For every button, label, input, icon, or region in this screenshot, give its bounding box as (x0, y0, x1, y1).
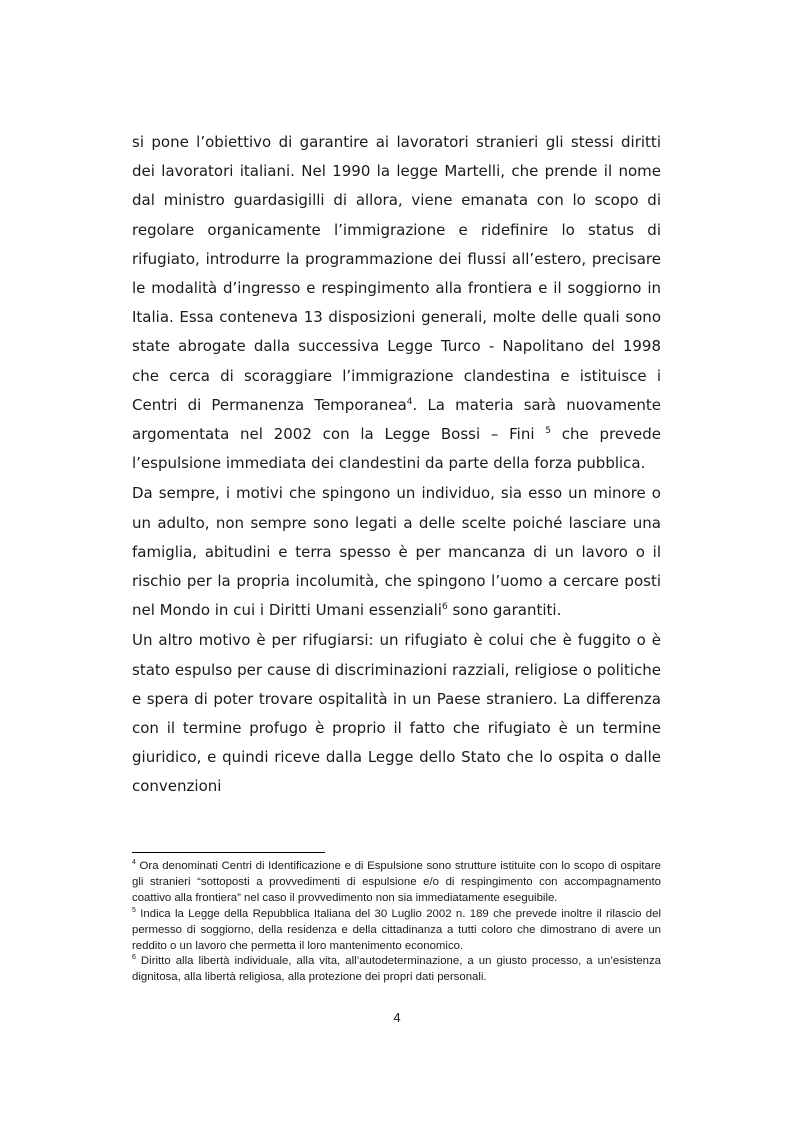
page-number: 4 (393, 1010, 401, 1025)
footnote-ref-6: 6 (441, 602, 448, 613)
footnote-text: Indica la Legge della Repubblica Italiana del 30 Luglio 2002 n. 189 che prevede inoltre il rilascio del permesso di soggiorno, della residenza e della cittadinanza a tutti coloro che dimostrano di avere un reddito o un lavoro che permetta il loro mantenimento economico. (132, 907, 661, 952)
footnote-number: 6 (132, 954, 136, 962)
paragraph-3: Un altro motivo è per rifugiarsi: un rifugiato è colui che è fuggito o è stato espulso per cause di discriminazioni razziali, religiose o politiche e spera di poter trovare ospitalità in un Paese straniero. La differenza con il termine profugo è proprio il fatto che rifugiato è un termine giuridico, e quindi riceve dalla Legge dello Stato che lo ospita o dalle convenzioni (132, 631, 661, 796)
footnote-ref-5: 5 (545, 426, 552, 437)
paragraph-2-text-b: sono garantiti. (447, 601, 562, 620)
footnote-separator (132, 852, 325, 853)
paragraph-1 (132, 128, 661, 478)
footnote-6 (132, 954, 661, 986)
footnote-4 (132, 859, 661, 907)
footnote-text: Diritto alla libertà individuale, alla vita, all’autodeterminazione, a un giusto processo, a un’esistenza dignitosa, alla libertà religiosa, alla protezione dei propri dati personali. (132, 955, 661, 984)
footnote-number: 4 (132, 859, 136, 867)
footnotes (132, 859, 661, 986)
paragraph-2 (132, 479, 661, 625)
paragraph-1-text-b: . La materia sarà nuovamente argomentata nel 2002 con la Legge Bossi – Fini (132, 395, 661, 444)
paragraph-1-text-a: si pone l’obiettivo di garantire ai lavoratori stranieri gli stessi diritti dei lavoratori italiani. Nel 1990 la legge Martelli, che prende il nome dal ministro guardasigilli di allora, viene emanata con lo scopo di regolare organicamente l’immigrazione e ridefinire lo status di rifugiato, introdurre la programmazione dei flussi all’estero, precisare le modalità d’ingresso e respingimento alla frontiera e il soggiorno in Italia. Essa conteneva 13 disposizioni generali, molte delle quali sono state abrogate dalla successiva Legge Turco - Napolitano del 1998 che cerca di scoraggiare l’immigrazione clandestina e istituisce i Centri di Permanenza Temporanea (132, 133, 661, 414)
footnote-text: Ora denominati Centri di Identificazione e di Espulsione sono strutture istituite con lo scopo di ospitare gli stranieri “sottoposti a provvedimenti di espulsione e/o di respingimento con accompagnamento coattivo alla frontiera” nel caso il provvedimento non sia immediatamente eseguibile. (132, 860, 661, 904)
footnote-ref-4: 4 (406, 396, 413, 407)
footnote-number: 5 (132, 906, 136, 914)
body-text (132, 128, 661, 802)
paragraph-2-text-a: Da sempre, i motivi che spingono un individuo, sia esso un minore o un adulto, non sempre sono legati a delle scelte poiché lasciare una famiglia, abitudini e terra spesso è per mancanza di un lavoro o il rischio per la propria incolumità, che spingono l’uomo a cercare posti nel Mondo in cui i Diritti Umani essenziali (132, 484, 661, 620)
paragraph-1-text-c: che prevede l’espulsione immediata dei clandestini da parte della forza pubblica. (132, 425, 661, 473)
footnote-5 (132, 907, 661, 955)
